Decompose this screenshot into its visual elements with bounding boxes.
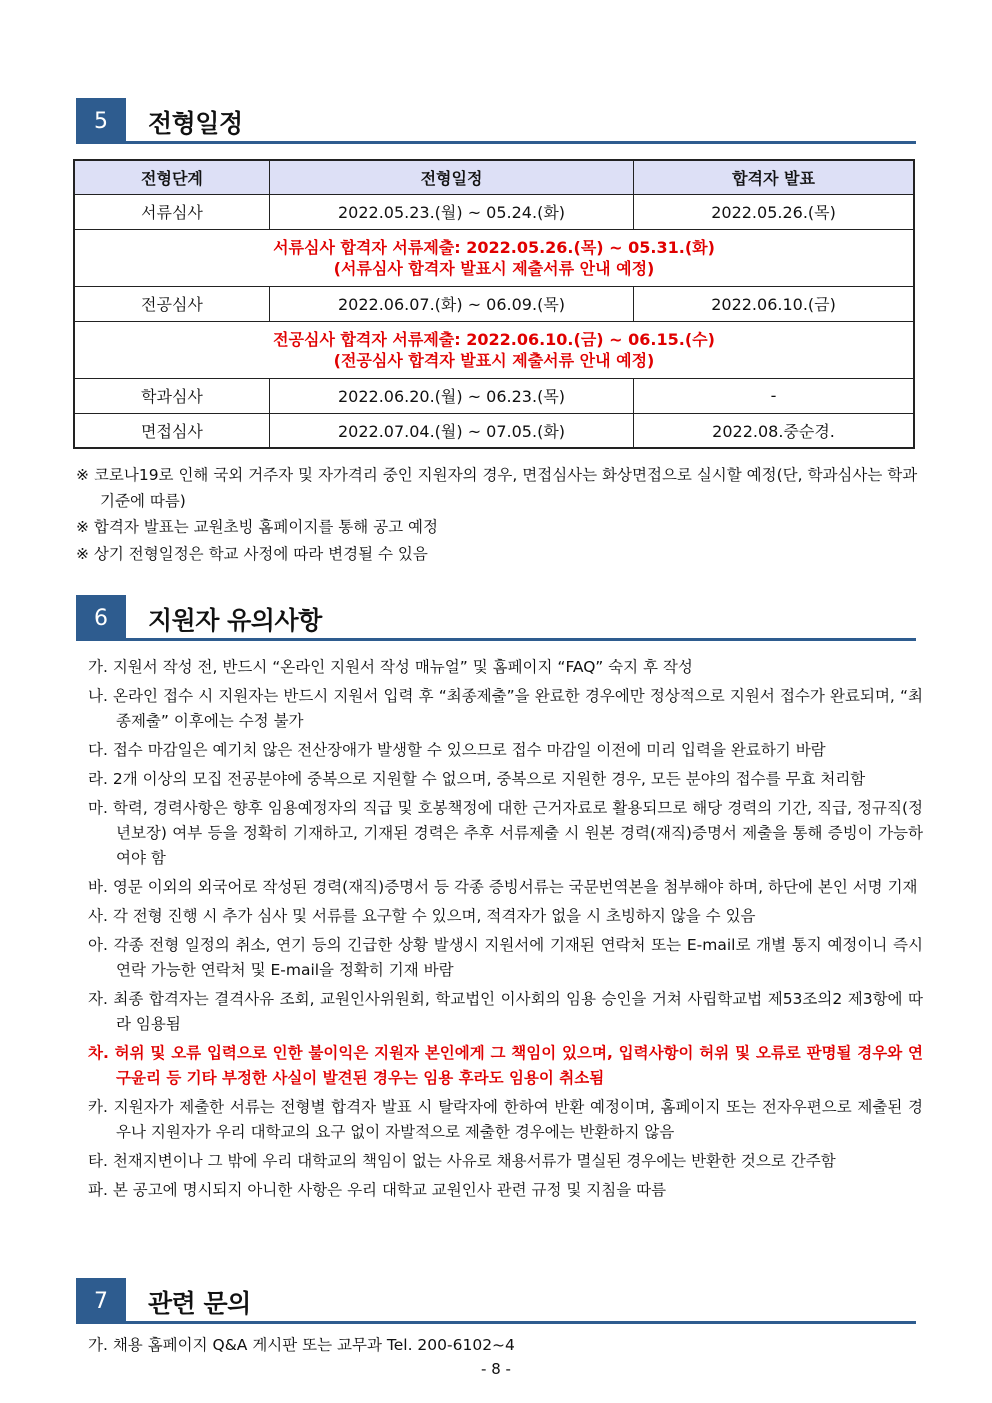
table-cell: 2022.08.중순경. (634, 413, 914, 448)
table-cell: 2022.05.26.(목) (634, 194, 914, 229)
table-cell: 서류심사 (74, 194, 269, 229)
section-number: 7 (76, 1278, 126, 1324)
section-number: 6 (76, 595, 126, 641)
notice-line: 전공심사 합격자 서류제출: 2022.06.10.(금) ~ 06.15.(수) (273, 329, 715, 349)
notice-cell (74, 321, 914, 378)
section-5-header (76, 98, 916, 144)
list-item: 라. 2개 이상의 모집 전공분야에 중복으로 지원할 수 없으며, 중복으로 지원한 경우, 모든 분야의 접수를 무효 처리함 (88, 770, 866, 788)
list-item: 마. 학력, 경력사항은 향후 임용예정자의 직급 및 호봉책정에 대한 근거자료로 활용되므로 해당 경력의 기간, 직급, 정규직(정년보장) 여부 등을 정확히 기재하고, 기재된 경력은 추후 서류제출 시 원본 경력(재직)증명서 제출을 통해 증빙이 가능하여야 함 (88, 799, 923, 867)
table-header: 전형단계 (74, 160, 269, 194)
note: ※ 합격자 발표는 교원초빙 홈페이지를 통해 공고 예정 (76, 518, 438, 536)
list-item: 타. 천재지변이나 그 밖에 우리 대학교의 책임이 없는 사유로 채용서류가 멸실된 경우에는 반환한 것으로 간주함 (88, 1152, 836, 1170)
schedule-table (73, 159, 915, 449)
table-notice-row (74, 229, 914, 286)
table-cell: 학과심사 (74, 378, 269, 413)
section-6-header (76, 595, 916, 641)
notice-cell (74, 229, 914, 286)
note: ※ 상기 전형일정은 학교 사정에 따라 변경될 수 있음 (76, 545, 428, 563)
table-cell: 면접심사 (74, 413, 269, 448)
table-header-row (74, 160, 914, 194)
section-7-header (76, 1278, 916, 1324)
notice-line: (서류심사 합격자 발표시 제출서류 안내 예정) (333, 258, 655, 278)
list-item-warning: 차. 허위 및 오류 입력으로 인한 불이익은 지원자 본인에게 그 책임이 있으며, 입력사항이 허위 및 오류로 판명될 경우와 연구윤리 등 기타 부정한 사실이 발견된 경우는 임용 후라도 임용이 취소됨 (88, 1044, 923, 1087)
table-notice-row (74, 321, 914, 378)
list-item: 아. 각종 전형 일정의 취소, 연기 등의 긴급한 상황 발생시 지원서에 기재된 연락처 또는 E-mail로 개별 통지 예정이니 즉시 연락 가능한 연락처 및 E-mail을 정확히 기재 바람 (88, 936, 923, 979)
table-cell: 2022.06.10.(금) (634, 286, 914, 321)
table-row (74, 194, 914, 229)
list-item: 나. 온라인 접수 시 지원자는 반드시 지원서 입력 후 “최종제출”을 완료한 경우에만 정상적으로 지원서 접수가 완료되며, “최종제출” 이후에는 수정 불가 (88, 687, 923, 730)
section-rule (126, 1321, 916, 1324)
notice-list (88, 655, 923, 1207)
section-rule (126, 141, 916, 144)
page-number: - 8 - (481, 1360, 511, 1378)
list-item: 바. 영문 이외의 외국어로 작성된 경력(재직)증명서 등 각종 증빙서류는 국문번역본을 첨부해야 하며, 하단에 본인 서명 기재 (88, 878, 918, 896)
list-item: 카. 지원자가 제출한 서류는 전형별 합격자 발표 시 탈락자에 한하여 반환 예정이며, 홈페이지 또는 전자우편으로 제출된 경우나 지원자가 우리 대학교의 요구 없이 자발적으로 제출한 경우에는 반환하지 않음 (88, 1098, 923, 1141)
table-cell: 2022.07.04.(월) ~ 07.05.(화) (269, 413, 633, 448)
table-cell: 2022.06.20.(월) ~ 06.23.(목) (269, 378, 633, 413)
list-item: 자. 최종 합격자는 결격사유 조회, 교원인사위원회, 학교법인 이사회의 임용 승인을 거쳐 사립학교법 제53조의2 제3항에 따라 임용됨 (88, 990, 923, 1033)
table-cell: 2022.05.23.(월) ~ 05.24.(화) (269, 194, 633, 229)
contact-list (88, 1333, 923, 1362)
section-title: 전형일정 (148, 109, 243, 138)
list-item: 다. 접수 마감일은 예기치 않은 전산장애가 발생할 수 있으므로 접수 마감일 이전에 미리 입력을 완료하기 바람 (88, 741, 826, 759)
section-title: 관련 문의 (148, 1289, 251, 1318)
table-row (74, 378, 914, 413)
list-item: 파. 본 공고에 명시되지 아니한 사항은 우리 대학교 교원인사 관련 규정 및 지침을 따름 (88, 1181, 667, 1199)
table-row (74, 413, 914, 448)
notice-line: (전공심사 합격자 발표시 제출서류 안내 예정) (333, 350, 655, 370)
table-header: 합격자 발표 (634, 160, 914, 194)
list-item: 사. 각 전형 진행 시 추가 심사 및 서류를 요구할 수 있으며, 적격자가 없을 시 초빙하지 않을 수 있음 (88, 907, 756, 925)
list-item: 가. 지원서 작성 전, 반드시 “온라인 지원서 작성 매뉴얼” 및 홈페이지 “FAQ” 숙지 후 작성 (88, 658, 693, 676)
section-rule (126, 638, 916, 641)
contact-item: 가. 채용 홈페이지 Q&A 게시판 또는 교무과 Tel. 200-6102~4 (88, 1336, 515, 1354)
section-title: 지원자 유의사항 (148, 606, 322, 635)
section-number: 5 (76, 98, 126, 144)
table-cell: 전공심사 (74, 286, 269, 321)
note: ※ 코로나19로 인해 국외 거주자 및 자가격리 중인 지원자의 경우, 면접심사는 화상면접으로 실시할 예정(단, 학과심사는 학과 기준에 따름) (76, 466, 918, 510)
table-header: 전형일정 (269, 160, 633, 194)
table-cell: 2022.06.07.(화) ~ 06.09.(목) (269, 286, 633, 321)
notice-line: 서류심사 합격자 서류제출: 2022.05.26.(목) ~ 05.31.(화) (273, 237, 715, 257)
table-cell: - (634, 378, 914, 413)
table-row (74, 286, 914, 321)
